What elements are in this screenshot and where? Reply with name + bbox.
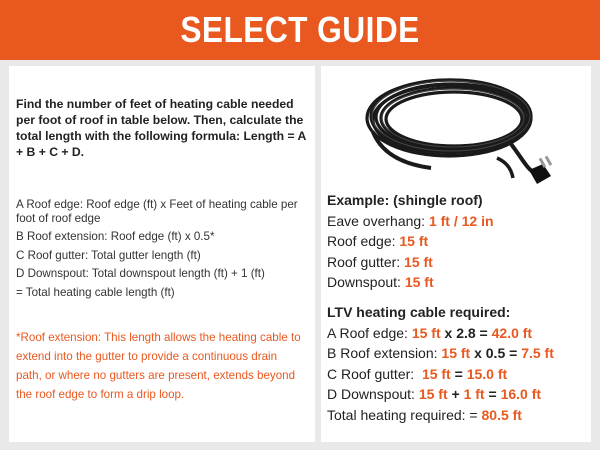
- ltv-title: LTV heating cable required:: [327, 304, 511, 320]
- definition-a: A Roof edge: Roof edge (ft) x Feet of heating cable per foot of roof edge: [16, 198, 298, 225]
- coiled-heating-cable-icon: [361, 72, 561, 194]
- example-panel: [321, 66, 591, 442]
- roof-extension-note: *Roof extension: This length allows the heating cable to extend into the gutter to provide a continuous drain path, or where no gutters are present, extends beyond the roof edge to form a drip loop.: [16, 331, 301, 401]
- header-banner: [0, 0, 600, 60]
- example-roof-gutter: Roof gutter: 15 ft: [327, 253, 433, 270]
- intro-text: Find the number of feet of heating cable needed per foot of roof in table below. Then, calculate the total length with the following formula: Length = A + B + C + D.: [16, 97, 306, 159]
- example-section: [327, 190, 589, 293]
- example-eave-overhang: Eave overhang: 1 ft / 12 in: [327, 212, 494, 229]
- ltv-downspout: D Downspout: 15 ft + 1 ft = 16.0 ft: [327, 386, 542, 402]
- definition-c: C Roof gutter: Total gutter length (ft): [16, 248, 201, 262]
- formula-definitions: [16, 198, 311, 304]
- page-title: SELECT GUIDE: [180, 9, 420, 50]
- ltv-calculation-section: [327, 302, 589, 425]
- example-downspout: Downspout: 15 ft: [327, 274, 434, 290]
- example-title: Example: (shingle roof): [327, 192, 483, 208]
- ltv-roof-extension: B Roof extension: 15 ft x 0.5 = 7.5 ft: [327, 345, 554, 361]
- instructions-panel: [9, 66, 315, 442]
- example-roof-edge: Roof edge: 15 ft: [327, 233, 429, 249]
- ltv-roof-edge: A Roof edge: 15 ft x 2.8 = 42.0 ft: [327, 324, 533, 341]
- ltv-total: Total heating required: = 80.5 ft: [327, 406, 522, 423]
- definition-total: = Total heating cable length (ft): [16, 285, 175, 299]
- ltv-roof-gutter: C Roof gutter: 15 ft = 15.0 ft: [327, 365, 508, 382]
- definition-d: D Downspout: Total downspout length (ft) + 1 (ft): [16, 267, 265, 280]
- definition-b: B Roof extension: Roof edge (ft) x 0.5*: [16, 230, 215, 243]
